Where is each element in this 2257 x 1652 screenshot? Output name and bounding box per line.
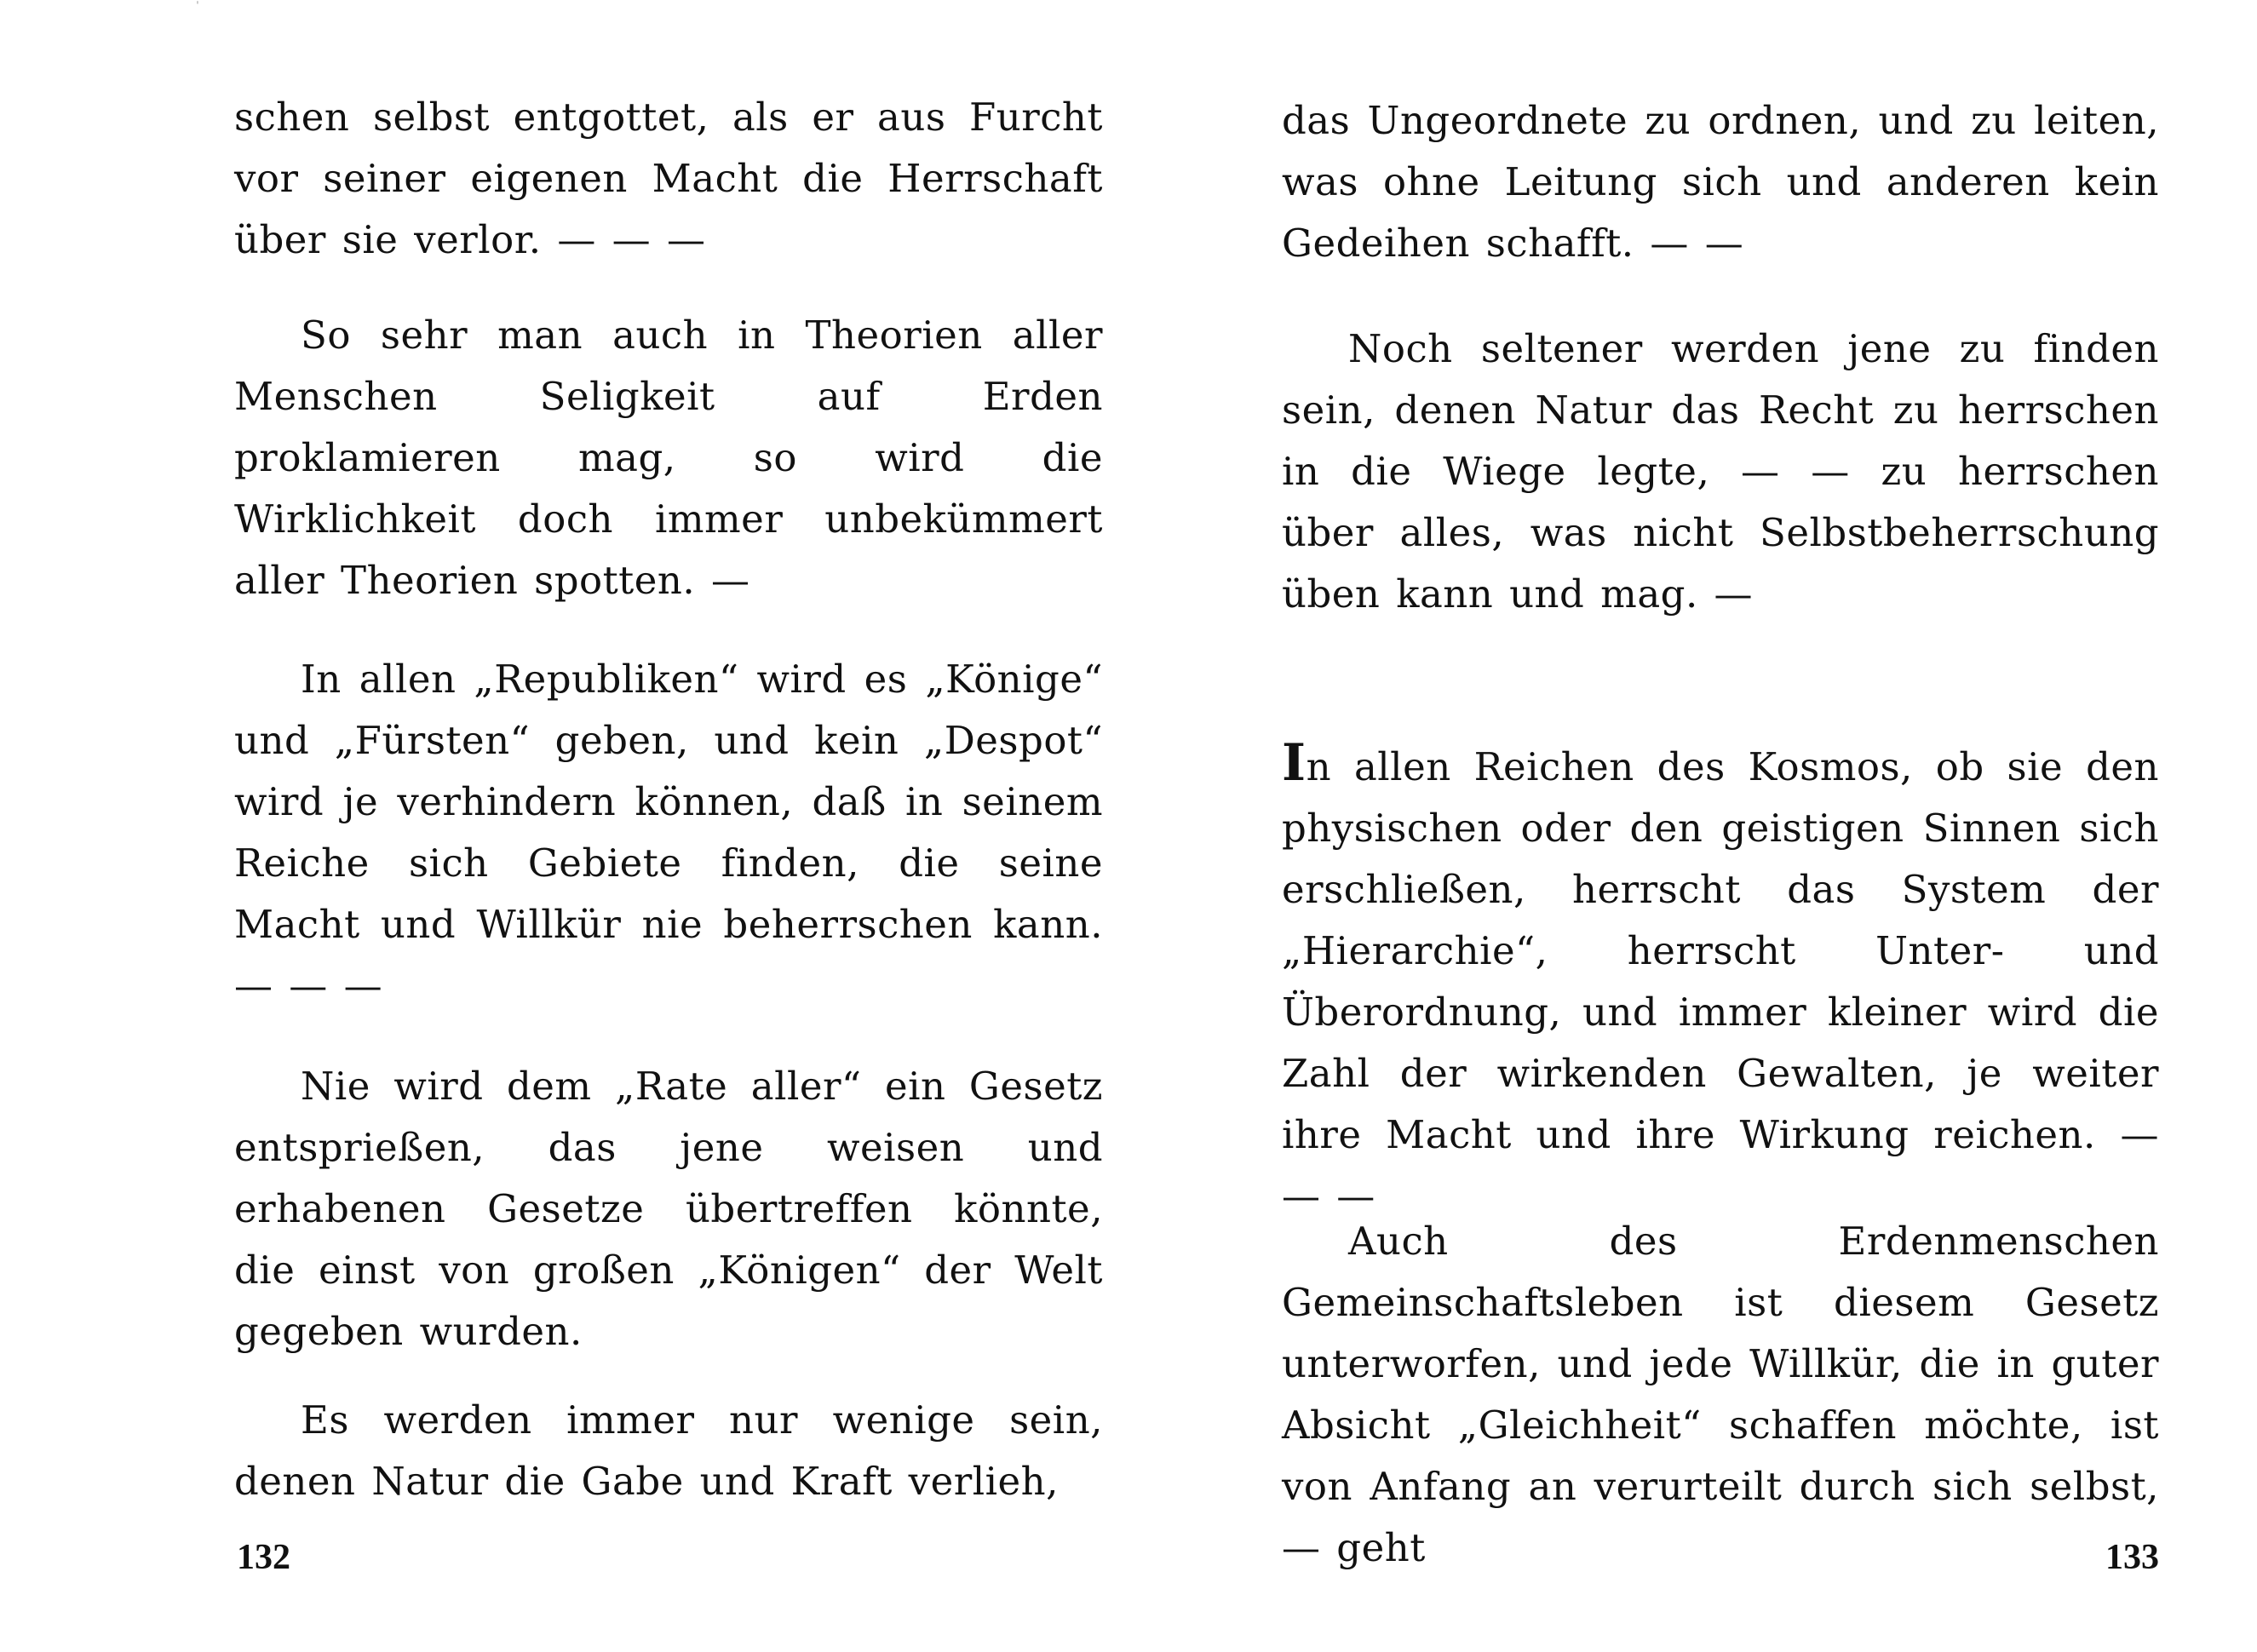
right-paragraph-4: Auch des Erdenmenschen Gemeinschaftsleben ist diesem Gesetz unterworfen, und jede Willkür, die in guter Absicht „Gleichheit“ schaffen möchte, ist von Anfang an verurteilt durch sich selbst, — geht xyxy=(1282,1219,2159,1570)
page-number-left: 132 xyxy=(237,1538,290,1577)
page-number-right: 133 xyxy=(2105,1538,2159,1577)
scan-mark: ˈ xyxy=(196,0,199,14)
left-page xyxy=(0,0,1128,1652)
left-paragraph-1: schen selbst entgottet, als er aus Furcht vor seiner eigenen Macht die Herrschaft über sie verlor. — — — xyxy=(234,95,1103,262)
left-paragraph-3: In allen „Republiken“ wird es „Könige“ und „Fürsten“ geben, und kein „Despot“ wird je verhindern können, daß in seinem Reiche sich Gebiete finden, die seine Macht und Willkür nie beherrschen kann. — — — xyxy=(234,657,1103,1008)
left-paragraph-4: Nie wird dem „Rate aller“ ein Gesetz entsprießen, das jene weisen und erhabenen Gesetze übertreffen könnte, die einst von großen „Königen“ der Welt gegeben wurden. xyxy=(234,1064,1103,1354)
left-paragraph-2: So sehr man auch in Theorien aller Menschen Seligkeit auf Erden proklamieren mag, so wird die Wirklichkeit doch immer unbekümmert aller Theorien spotten. — xyxy=(234,313,1103,603)
right-paragraph-3: In allen Reichen des Kosmos, ob sie den physischen oder den geistigen Sinnen sich erschließen, herrscht das System der „Hierarchie“, herrscht Unter- und Überordnung, und immer kleiner wird die Zahl der wirkenden Gewalten, je weiter ihre Macht und ihre Wirkung reichen. — — — xyxy=(1282,733,2159,1219)
right-page xyxy=(1128,0,2257,1652)
left-paragraph-5: Es werden immer nur wenige sein, denen Natur die Gabe und Kraft verlieh, xyxy=(234,1397,1103,1504)
right-paragraph-2: Noch seltener werden jene zu finden sein, denen Natur das Recht zu herrschen in die Wiege legte, — — zu herrschen über alles, was nicht Selbstbeherrschung üben kann und mag. — xyxy=(1282,326,2159,617)
right-paragraph-1: das Ungeordnete zu ordnen, und zu leiten, was ohne Leitung sich und anderen kein Gedeihen schafft. — — xyxy=(1282,98,2159,266)
